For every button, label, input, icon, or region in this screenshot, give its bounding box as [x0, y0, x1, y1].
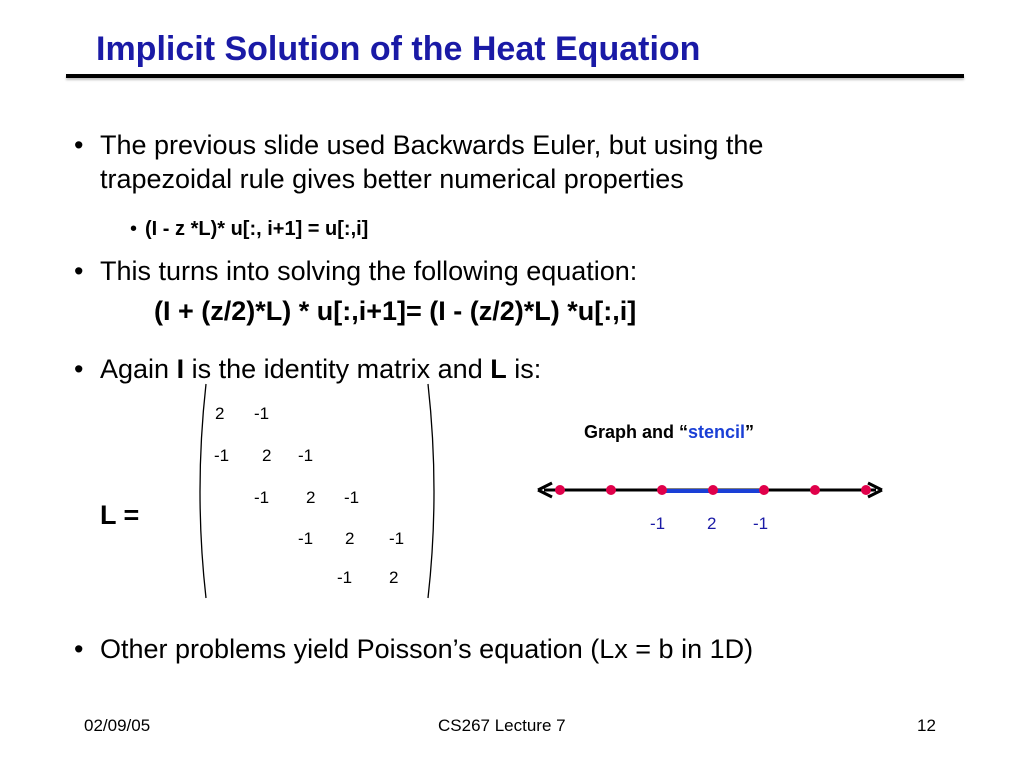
sub-bullet-1: [130, 218, 368, 241]
bullet-1-line-2: trapezoidal rule gives better numerical properties: [100, 164, 684, 194]
bullet-dot: •: [74, 130, 84, 160]
matrix-cell: -1: [214, 446, 230, 465]
bullet-dot: •: [74, 634, 84, 664]
matrix-cell: -1: [298, 529, 314, 548]
matrix-symbol: L: [490, 354, 507, 384]
left-paren: [200, 384, 206, 598]
graph-node: [555, 485, 565, 495]
stencil-heading-pre: Graph and “: [584, 422, 689, 442]
graph-node: [759, 485, 769, 495]
bullet-2: [74, 254, 637, 288]
stencil-label-left: -1: [650, 514, 666, 533]
stencil-heading-word: stencil: [688, 422, 746, 442]
stencil-heading: [584, 422, 754, 443]
bullet-2-text: This turns into solving the following equation:: [100, 256, 638, 286]
bullet-3-mid: is the identity matrix and: [184, 354, 491, 384]
bullet-3: [74, 352, 541, 386]
matrix-cell: -1: [298, 446, 314, 465]
bullet-dot: •: [74, 354, 84, 384]
matrix-cell: 2: [345, 529, 355, 548]
matrix-brackets: [192, 382, 442, 602]
sub-bullet-dot: •: [130, 218, 138, 240]
matrix-cell: -1: [337, 568, 353, 587]
bullet-3-pre: Again: [100, 354, 177, 384]
bullet-3-post: is:: [506, 354, 542, 384]
footer-page-number: 12: [917, 716, 936, 735]
matrix-cell: 2: [215, 404, 225, 423]
matrix-cell: 2: [306, 488, 316, 507]
graph-node: [657, 485, 667, 495]
footer-date: 02/09/05: [84, 716, 151, 735]
matrix-cell: 2: [262, 446, 272, 465]
footer-course: CS267 Lecture 7: [438, 716, 566, 735]
matrix-cell: -1: [389, 529, 405, 548]
bullet-dot: •: [74, 256, 84, 286]
title-underline: [66, 74, 964, 78]
graph-node: [708, 485, 718, 495]
equation-trapezoidal: (I + (z/2)*L) * u[:,i+1]= (I - (z/2)*L) *u[:,i]: [154, 296, 637, 326]
sub-bullet-1-text: (I - z *L)* u[:, i+1] = u[:,i]: [145, 218, 369, 240]
bullet-1-line-1: The previous slide used Backwards Euler, but using the: [100, 130, 764, 160]
stencil-label-center: 2: [707, 514, 717, 533]
graph-node: [810, 485, 820, 495]
identity-symbol: I: [176, 354, 185, 384]
matrix-cell: 2: [389, 568, 399, 587]
graph-node: [861, 485, 871, 495]
stencil-heading-post: ”: [745, 422, 755, 442]
graph-node: [606, 485, 616, 495]
matrix-cell: -1: [254, 488, 270, 507]
slide-title: Implicit Solution of the Heat Equation: [96, 30, 701, 68]
right-paren: [428, 384, 434, 598]
matrix-cell: -1: [344, 488, 360, 507]
bullet-4-text: Other problems yield Poisson’s equation (Lx = b in 1D): [100, 634, 754, 664]
stencil-graph: [530, 476, 890, 512]
stencil-label-right: -1: [753, 514, 769, 533]
bullet-1: [74, 128, 763, 196]
matrix-label: L =: [100, 500, 140, 530]
bullet-4: [74, 632, 753, 666]
matrix-cell: -1: [254, 404, 270, 423]
